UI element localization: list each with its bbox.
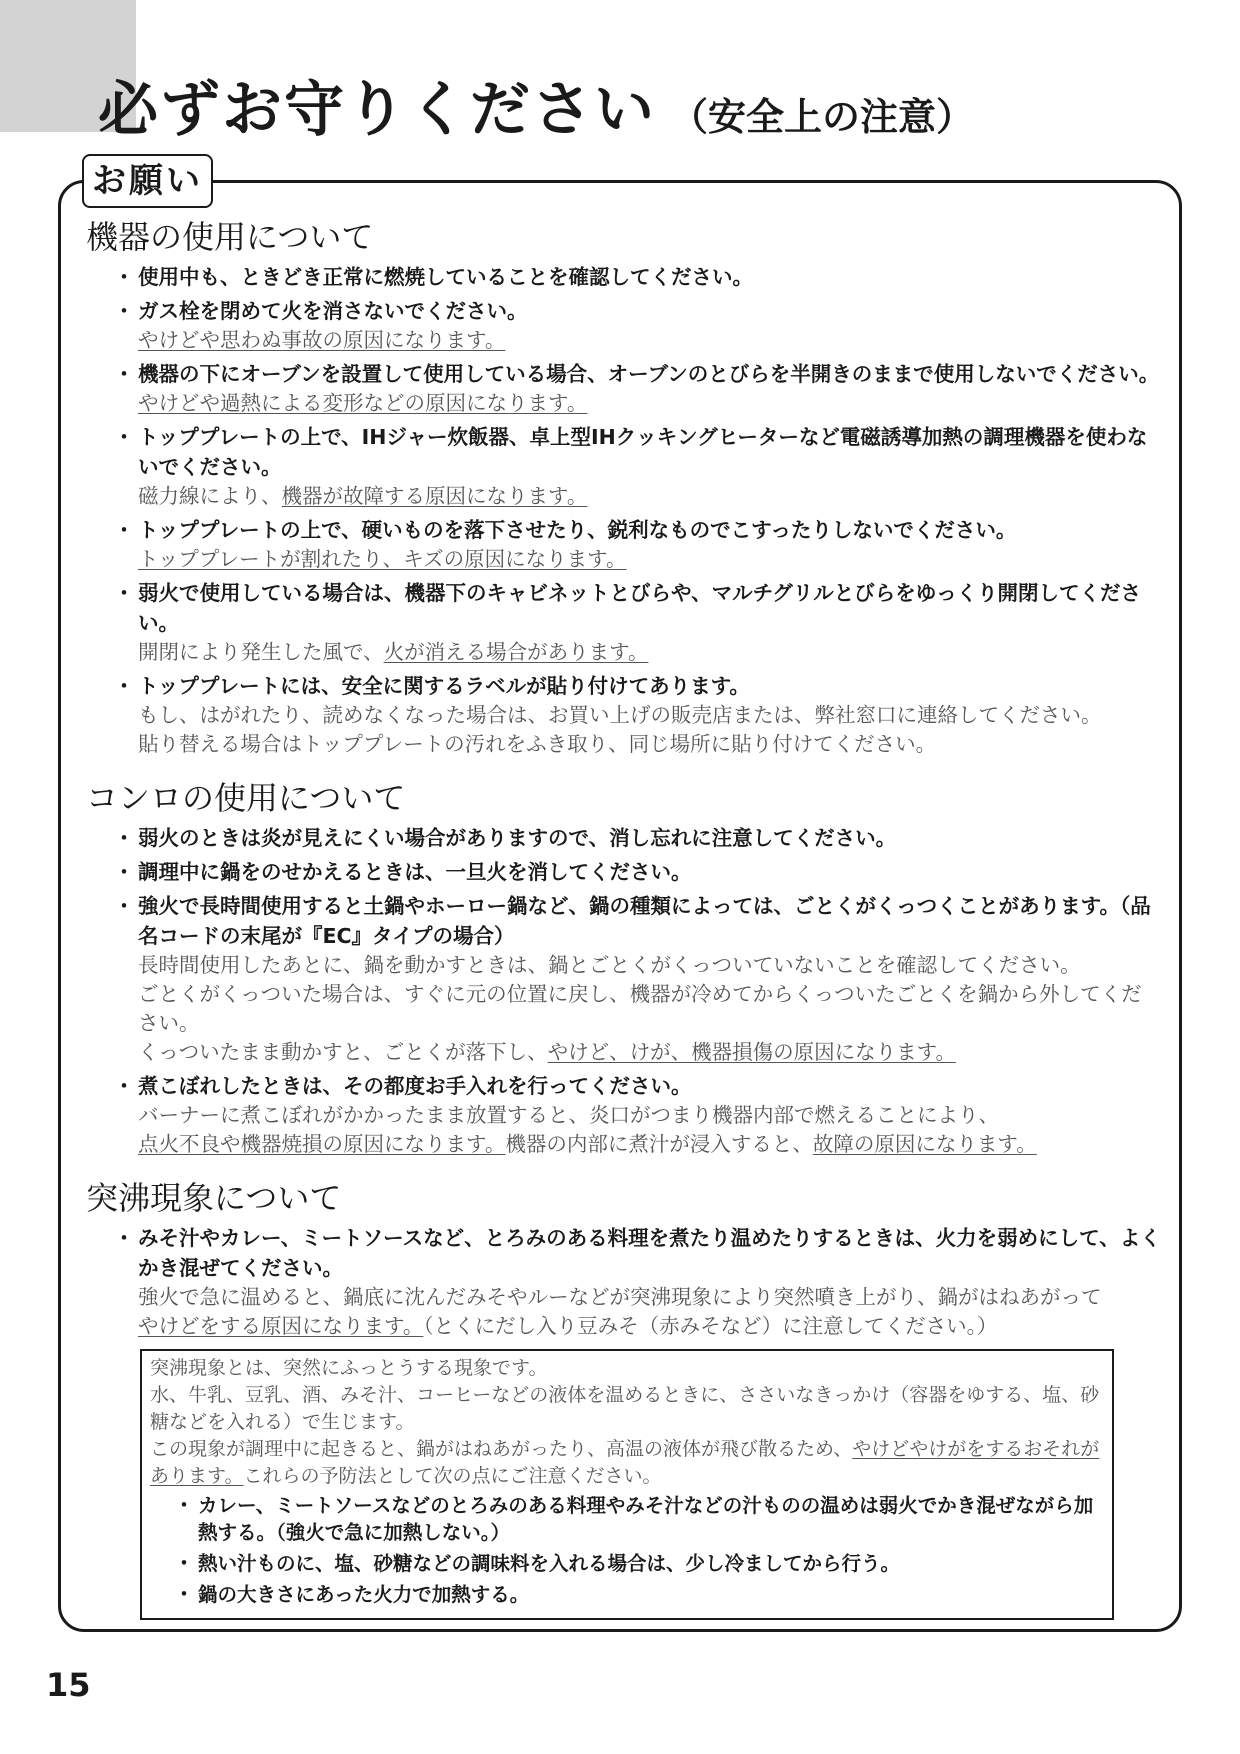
caution-note (138, 730, 1162, 759)
caution-text: ・ トッププレートの上で、IHジャー炊飯器、卓上型IHクッキングヒーターなど電磁誘導加熱の調理機器を使わないでください。 (138, 425, 1148, 479)
underlined-text: やけどや過熱による変形などの原因になります。 (138, 391, 588, 415)
underlined-text: やけどや思わぬ事故の原因になります。 (138, 328, 506, 352)
caution-text: ・ 弱火のときは炎が見えにくい場合がありますので、消し忘れに注意してください。 (138, 826, 897, 850)
note-text-run: （とくにだし入り豆みそ（赤みそなど）に注意してください。） (423, 1314, 998, 1338)
caution-note (138, 951, 1162, 980)
caution-note (138, 545, 1162, 574)
section-2 (86, 1175, 1162, 1341)
note-text-run: 貼り替える場合はトッププレートの汚れをふき取り、同じ場所に貼り付けてください。 (138, 732, 937, 756)
note-text-run: 磁力線により、 (138, 484, 282, 508)
list-item (120, 515, 1162, 574)
request-box-label: お願い (82, 154, 213, 208)
list-item (120, 891, 1162, 1067)
caution-note (138, 701, 1162, 730)
prevention-tip: ・ 鍋の大きさにあった火力で加熱する。 (198, 1583, 530, 1606)
caution-note (138, 482, 1162, 511)
note-list (150, 1492, 1104, 1608)
note-paragraphs (150, 1355, 1104, 1490)
page-number: 15 (46, 1666, 91, 1704)
caution-text: ・ 強火で長時間使用すると土鍋やホーロー鍋など、鍋の種類によっては、ごとくがくっつくことがあります。（品名コードの末尾が『EC』タイプの場合） (138, 894, 1151, 948)
underlined-text: 機器が故障する原因になります。 (281, 484, 588, 508)
caution-text: ・ 機器の下にオーブンを設置して使用している場合、オーブンのとびらを半開きのままで使用しないでください。 (138, 362, 1160, 386)
underlined-text: 火が消える場合があります。 (383, 640, 649, 664)
page-title (98, 62, 974, 148)
note-text-run: この現象が調理中に起きると、鍋がはねあがったり、高温の液体が飛び散るため、 (150, 1438, 853, 1460)
caution-note (138, 980, 1162, 1038)
bullet-list (86, 823, 1162, 1159)
note-text-run: 突沸現象とは、突然にふっとうする現象です。 (150, 1357, 548, 1379)
list-item (120, 1223, 1162, 1341)
underlined-text: 故障の原因になります。 (812, 1132, 1037, 1156)
sections-container (86, 214, 1162, 1341)
prevention-tip: ・ 熱い汁ものに、塩、砂糖などの調味料を入れる場合は、少し冷ましてから行う。 (198, 1552, 901, 1575)
section-0 (86, 214, 1162, 759)
caution-text: ・ 使用中も、ときどき正常に燃焼していることを確認してください。 (138, 265, 753, 289)
list-item (120, 671, 1162, 759)
note-text-run: 強火で急に温めると、鍋底に沈んだみそやルーなどが突沸現象により突然噴き上がり、鍋がはねあがって (138, 1285, 1102, 1309)
caution-note (138, 1038, 1162, 1067)
caution-note (138, 1101, 1162, 1130)
title-sub: （安全上の注意） (670, 95, 975, 139)
caution-text: ・ トッププレートには、安全に関するラベルが貼り付けてあります。 (138, 674, 750, 698)
note-text-run: 水、牛乳、豆乳、酒、みそ汁、コーヒーなどの液体を温めるときに、ささいなきっかけ（容器をゆする、塩、砂糖などを入れる）で生じます。 (150, 1384, 1100, 1433)
section-gap (86, 763, 1162, 775)
caution-text: ・ みそ汁やカレー、ミートソースなど、とろみのある料理を煮たり温めたりするときは、火力を弱めにして、よくかき混ぜてください。 (138, 1226, 1161, 1280)
list-item (120, 857, 1162, 887)
section-heading: 機器の使用について (86, 218, 374, 256)
list-item (120, 1071, 1162, 1159)
list-item (180, 1581, 1104, 1608)
caution-note (138, 389, 1162, 418)
bullet-list (86, 1223, 1162, 1341)
underlined-text: トッププレートが割れたり、キズの原因になります。 (138, 547, 627, 571)
content-area (86, 214, 1162, 1620)
list-item (180, 1550, 1104, 1577)
caution-text: ・ ガス栓を閉めて火を消さないでください。 (138, 299, 528, 323)
section-1 (86, 775, 1162, 1159)
note-text-run: ごとくがくっついた場合は、すぐに元の位置に戻し、機器が冷めてからくっついたごとくを鍋から外してください。 (138, 982, 1142, 1035)
list-item (120, 578, 1162, 667)
list-item (120, 262, 1162, 292)
underlined-text: 点火不良や機器焼損の原因になります。 (138, 1132, 506, 1156)
note-text-run: 開閉により発生した風で、 (138, 640, 384, 664)
list-item (120, 296, 1162, 355)
underlined-text: やけどをする原因になります。 (138, 1314, 424, 1338)
underlined-text: やけどやけがをするおそれがあります。 (150, 1438, 1100, 1487)
list-item (120, 422, 1162, 511)
note-paragraph (150, 1436, 1104, 1490)
section-heading: 突沸現象について (86, 1179, 342, 1217)
note-text-run: 長時間使用したあとに、鍋を動かすときは、鍋とごとくがくっついていないことを確認してください。 (138, 953, 1081, 977)
list-item (120, 823, 1162, 853)
note-text-run: バーナーに煮こぼれがかかったまま放置すると、炎口がつまり機器内部で燃えることにより、 (138, 1103, 999, 1127)
note-paragraph (150, 1355, 1104, 1382)
caution-text: ・ 調理中に鍋をのせかえるときは、一旦火を消してください。 (138, 860, 692, 884)
caution-text: ・ トッププレートの上で、硬いものを落下させたり、鋭利なものでこすったりしないでください。 (138, 518, 1017, 542)
note-text-run: くっついたまま動かすと、ごとくが落下し、 (138, 1040, 548, 1064)
section-gap (86, 1163, 1162, 1175)
section-heading: コンロの使用について (86, 779, 406, 817)
note-text-run: 機器の内部に煮汁が浸入すると、 (505, 1132, 813, 1156)
list-item (180, 1492, 1104, 1546)
caution-note (138, 638, 1162, 667)
note-paragraph (150, 1382, 1104, 1436)
underlined-text: やけど、けが、機器損傷の原因になります。 (547, 1040, 956, 1064)
bumping-note-box (140, 1349, 1114, 1620)
prevention-tip: ・ カレー、ミートソースなどのとろみのある料理やみそ汁などの汁ものの温めは弱火でかき混ぜながら加熱する。（強火で急に加熱しない。） (198, 1494, 1094, 1544)
title-main: 必ずお守りください (98, 75, 656, 145)
note-text-run: もし、はがれたり、読めなくなった場合は、お買い上げの販売店または、弊社窓口に連絡してください。 (138, 703, 1102, 727)
caution-text: ・ 弱火で使用している場合は、機器下のキャビネットとびらや、マルチグリルとびらをゆっくり開閉してください。 (138, 581, 1142, 635)
list-item (120, 359, 1162, 418)
bullet-list (86, 262, 1162, 759)
note-text-run: これらの予防法として次の点にご注意ください。 (243, 1465, 662, 1487)
caution-note (138, 326, 1162, 355)
caution-note (138, 1130, 1162, 1159)
caution-text: ・ 煮こぼれしたときは、その都度お手入れを行ってください。 (138, 1074, 692, 1098)
caution-note (138, 1312, 1162, 1341)
caution-note (138, 1283, 1162, 1312)
